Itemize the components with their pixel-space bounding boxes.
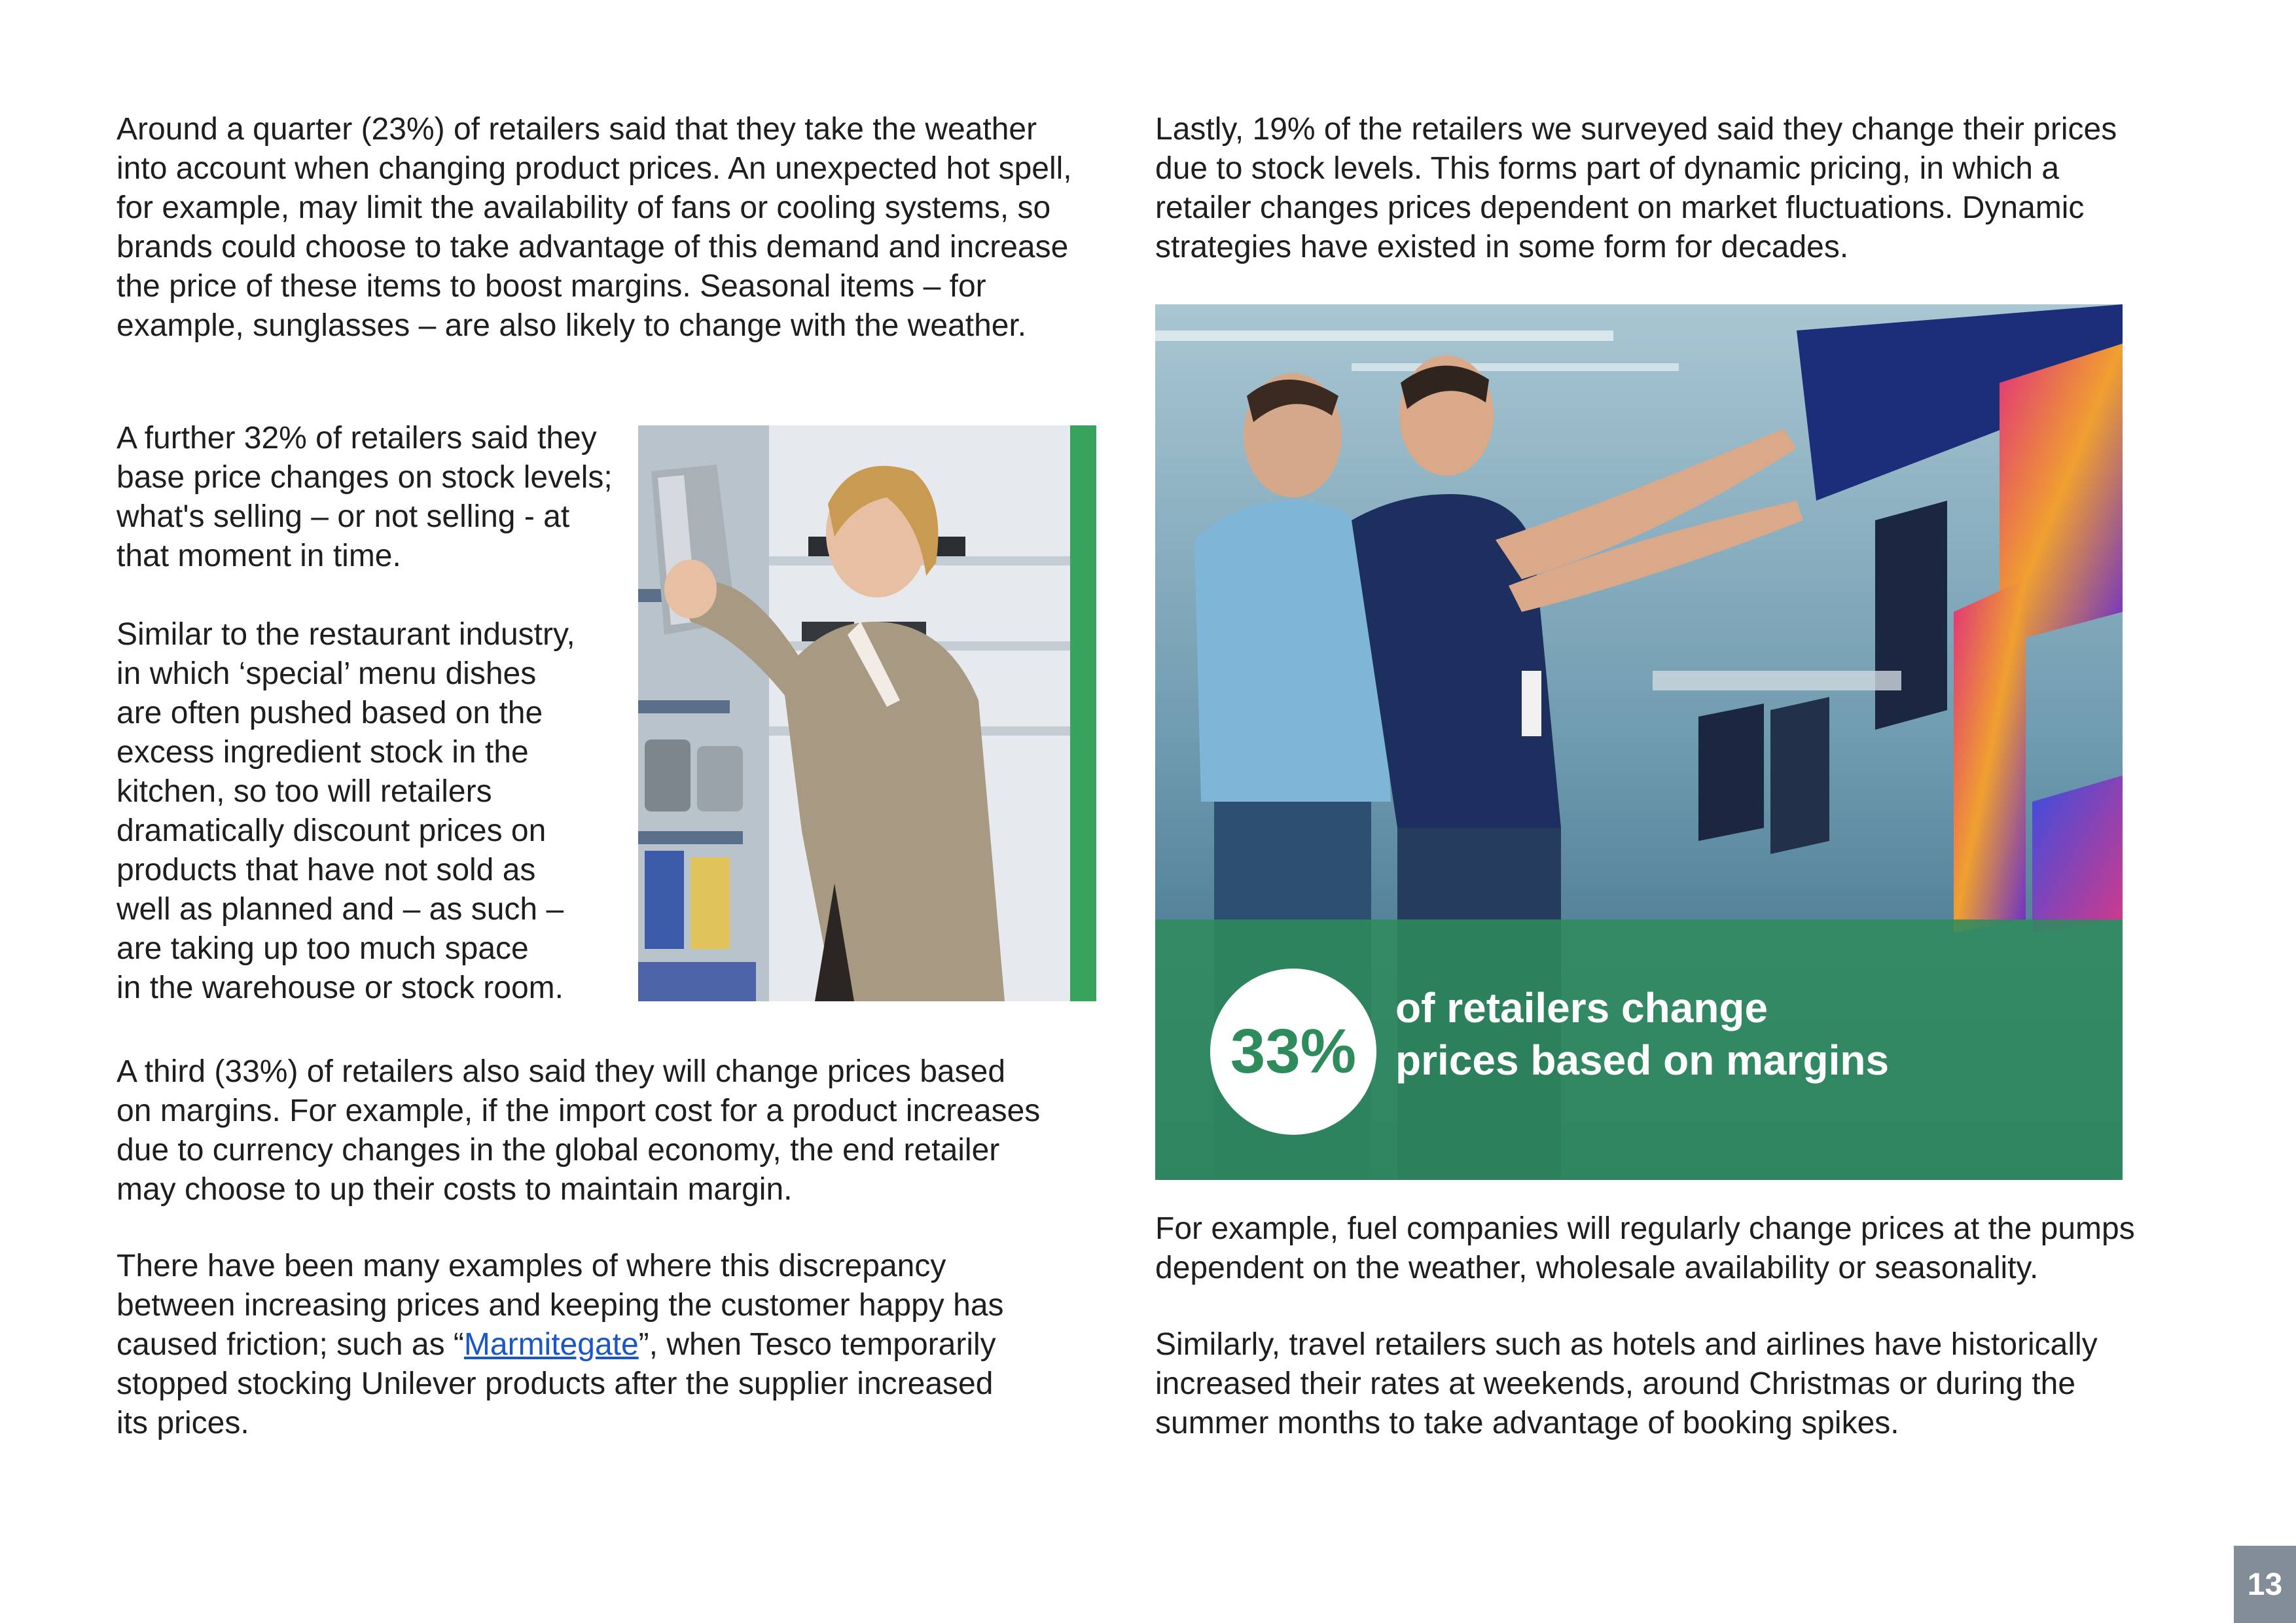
stat-circle	[1210, 969, 1376, 1135]
left-paragraph-marmitegate	[117, 1247, 1138, 1443]
left-paragraph-margins: A third (33%) of retailers also said they will change prices based on margins. For example, if the import cost for a product increases due to currency changes in the global economy, the end retailer may choose to up their costs to maintain margin.	[117, 1054, 1041, 1207]
right-paragraph-dynamic-pricing: Lastly, 19% of the retailers we surveyed said they change their prices due to stock levels. This forms part of dynamic pricing, in which a retailer changes prices dependent on market fluctuations. Dynamic strategies have existed in some form for decades.	[1155, 112, 2117, 264]
marmitegate-link[interactable]: Marmitegate	[463, 1327, 639, 1362]
photo-tv-store	[1155, 304, 2123, 1180]
right-paragraph-travel: Similarly, travel retailers such as hotels and airlines have historically increased their rates at weekends, around Christmas or during the summer months to take advantage of booking spikes.	[1155, 1327, 2098, 1440]
marmitegate-text-after: ”, when Tesco temporarily stopped stocking Unilever products after the supplier increased its prices.	[117, 1327, 996, 1440]
left-paragraph-weather: Around a quarter (23%) of retailers said that they take the weather into account when changing product prices. An unexpected hot spell, for example, may limit the availability of fans or cooling systems, so brands could choose to take advantage of this demand and increase the price of these items to boost margins. Seasonal items – for example, sunglasses – are also likely to change with the weather.	[117, 112, 1072, 343]
right-paragraph-fuel: For example, fuel companies will regularly change prices at the pumps dependent on the weather, wholesale availability or seasonality.	[1155, 1211, 2135, 1285]
photo-woman-kettle	[638, 425, 1070, 1001]
page-number-badge	[2234, 1546, 2296, 1623]
stat-value: 33%	[1230, 1016, 1357, 1086]
left-paragraph-stock-levels: A further 32% of retailers said they base price changes on stock levels; what's selling – or not selling - at that moment in time.	[117, 421, 613, 573]
marmitegate-text-before: There have been many examples of where this discrepancy between increasing prices and keeping the customer happy has caused friction; such as “	[117, 1249, 1004, 1362]
photo-accent-bar	[1070, 425, 1096, 1001]
left-paragraph-restaurant: Similar to the restaurant industry, in which ‘special’ menu dishes are often pushed based on the excess ingredient stock in the kitchen, so too will retailers dramatically discount prices on products that have not sold as well as planned and – as such – are taking up too much space in the warehouse or stock room.	[117, 617, 575, 1005]
page-number: 13	[2247, 1567, 2283, 1602]
stat-caption: of retailers change prices based on margins	[1395, 984, 1890, 1084]
kettle-scene-illustration	[638, 425, 1070, 1001]
